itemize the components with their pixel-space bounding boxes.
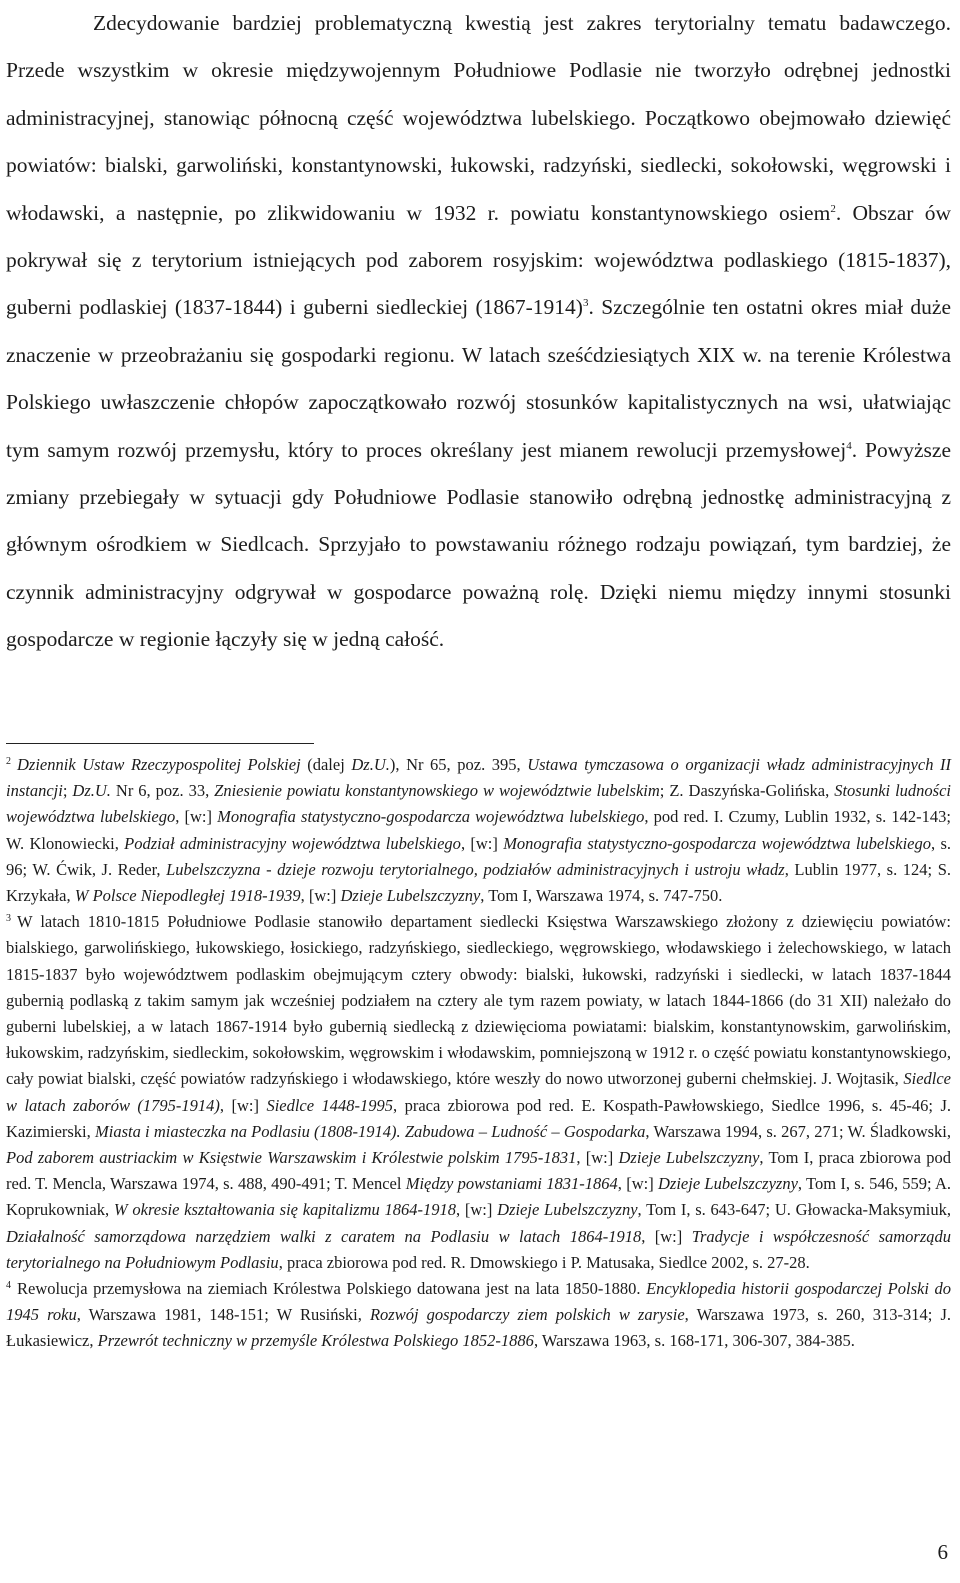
- footnote-title: Stosunki ludności województwa lubelskiego: [6, 781, 951, 827]
- footnote-title: Lubelszczyzna - dzieje rozwoju terytorialnego, podziałów administracyjnych i ustroju władz: [166, 859, 785, 879]
- footnote-text: (dalej: [300, 755, 352, 774]
- footnote-title: Dz.U.: [351, 755, 390, 774]
- footnote-text: , Tom I, s. 546, 559; A. Koprukowniak,: [6, 1174, 951, 1220]
- footnote-title: Monografia statystyczno-gospodarcza województwa lubelskiego: [503, 833, 931, 853]
- footnote-text: , Warszawa 1994, s. 267, 271; W. Śladkowski,: [645, 1121, 952, 1141]
- footnote-number: 3: [6, 912, 11, 924]
- body-text: . Powyższe zmiany przebiegały w sytuacji gdy Południowe Podlasie stanowiło odrębną jednostkę administracyjną z głównym ośrodkiem w Siedlcach. Sprzyjało to powstawaniu różnego rodzaju powiązań, tym bardziej, że czynnik administracyjny odgrywał w gospodarce poważną rolę. Dzięki niemu między innymi stosunki gospodarcze w regionie łączyły się w jedną całość.: [6, 437, 951, 652]
- footnote-title: W Polsce Niepodległej 1918-1939: [74, 886, 301, 906]
- footnote-text: , Warszawa 1973, s. 260, 313-314; J. Łukasiewicz,: [6, 1305, 951, 1351]
- footnote-title: Siedlce 1448-1995: [266, 1095, 394, 1115]
- footnote-text: , Warszawa 1981, 148-151; W Rusiński,: [76, 1305, 370, 1325]
- footnote-text: , s. 96; W. Ćwik, J. Reder,: [6, 833, 951, 879]
- footnote-text: , [w:]: [300, 886, 341, 906]
- footnote-title: Siedlce w latach zaborów (1795-1914): [6, 1069, 951, 1115]
- footnote-ref: 3: [582, 297, 589, 310]
- footnote: [6, 909, 951, 1276]
- body-text: . Obszar ów pokrywał się z terytorium istniejących pod zaborem rosyjskim: województwa podlaskiego (1815-1837), guberni podlaskiej (1837-1844) i guberni siedleckiej (1867-1914): [6, 200, 951, 320]
- footnote-title: Dziennik Ustaw Rzeczypospolitej Polskiej: [17, 755, 301, 774]
- footnote-title: W okresie kształtowania się kapitalizmu 1864-1918: [113, 1200, 456, 1220]
- body-paragraph: [6, 0, 951, 664]
- footnote-text: , Tom I, praca zbiorowa pod red. T. Mencla, Warszawa 1974, s. 488, 490-491; T. Mencel: [6, 1148, 951, 1194]
- footnote-text: , [w:]: [617, 1174, 658, 1194]
- footnote-title: Tradycje i współczesność samorządu terytorialnego na Południowym Podlasiu: [6, 1226, 952, 1272]
- footnote-title: Zniesienie powiatu konstantynowskiego w województwie lubelskim: [214, 781, 660, 801]
- body-text: Zdecydowanie bardziej problematyczną kwestią jest zakres terytorialny tematu badawczego. Przede wszystkim w okresie międzywojennym Południowe Podlasie nie tworzyło odrębnej jednostki administracyjnej, stanowiąc północną część województwa lubelskiego. Początkowo obejmowało dziewięć powiatów: bialski, garwoliński, konstantynowski, łukowski, radzyński, siedlecki, sokołowski, węgrowski i włodawski, a następnie, po zlikwidowaniu w 1932 r. powiatu konstantynowskiego osiem: [6, 11, 951, 225]
- footnote-title: Dzieje Lubelszczyzny: [497, 1200, 638, 1220]
- footnote-title: Dzieje Lubelszczyzny: [340, 886, 481, 906]
- footnote: [6, 752, 951, 909]
- footnote-title: Ustawa tymczasowa o organizacji władz administracyjnych II instancji: [6, 755, 952, 801]
- footnote-text: ), Nr 65, poz. 395,: [389, 755, 528, 774]
- footnote-text: , praca zbiorowa pod red. R. Dmowskiego i P. Matusaka, Siedlce 2002, s. 27-28.: [278, 1252, 810, 1272]
- footnote-title: Dzieje Lubelszczyzny: [618, 1148, 760, 1168]
- footnote-title: Przewrót techniczny w przemyśle Królestwa Polskiego 1852-1886: [97, 1331, 534, 1351]
- footnote-text: , [w:]: [175, 807, 218, 827]
- footnote-text: W latach 1810-1815 Południowe Podlasie stanowiło departament siedlecki Księstwa Warszawskiego złożony z dziewięciu powiatów: bialskiego, garwolińskiego, łukowskiego, łosickiego, radzyńskiego, siedleckiego, węgrowskiego, włodawskiego i żelechowskiego, w latach 1815-1837 było województwem podlaskim obejmującym cztery obwody: bialski, łukowski, radzyński i siedlecki, w latach 1837-1844 gubernią podlaską z takim samym jak wcześniej podziałem na cztery ale tym razem powiaty, w latach 1844-1866 (do 31 XII) należało do guberni lubelskiej, a w latach 1867-1914 było gubernią siedlecką z dziewięcioma powiatami: bialskim, konstantynowskim, garwolińskim, łukowskim, radzyńskim, siedleckim, sokołowskim, węgrowskim i włodawskim, pomniejszoną w 1912 r. o część powiatu konstantynowskiego, cały powiat bialski, część powiatów radzyńskiego i włodawskiego, które weszły do nowo utworzonej guberni chełmskiej. J. Wojtasik,: [6, 912, 951, 1089]
- footnote-text: , [w:]: [576, 1148, 619, 1168]
- footnote-text: , Lublin 1977, s. 124; S. Krzykała,: [6, 859, 951, 906]
- footnote-title: Dz.U.: [72, 781, 111, 801]
- footnote-title: Pod zaborem austriackim w Księstwie Warszawskim i Królestwie polskim 1795-1831: [6, 1148, 577, 1168]
- footnote-text: , [w:]: [456, 1200, 498, 1220]
- footnote-title: Między powstaniami 1831-1864: [405, 1174, 618, 1194]
- footnote-ref: 2: [830, 202, 836, 215]
- page-number: 6: [937, 1540, 948, 1564]
- footnote-text: , [w:]: [460, 833, 504, 853]
- footnote-text: Rewolucja przemysłowa na ziemiach Królestwa Polskiego datowana jest na lata 1850-1880.: [17, 1279, 647, 1299]
- footnote-ref: 4: [846, 439, 852, 452]
- footnote-text: , [w:]: [219, 1095, 267, 1115]
- footnote-text: , praca zbiorowa pod red. E. Kospath-Pawłowskiego, Siedlce 1996, s. 45-46; J. Kazimierski,: [6, 1095, 951, 1141]
- footnotes: [6, 752, 951, 1355]
- footnote-text: , Tom I, s. 643-647; U. Głowacka-Maksymiuk,: [637, 1200, 952, 1220]
- footnote-title: Dzieje Lubelszczyzny: [657, 1174, 798, 1194]
- footnote-text: , Warszawa 1963, s. 168-171, 306-307, 384-385.: [533, 1331, 855, 1351]
- footnote-title: Podział administracyjny województwa lubelskiego: [124, 833, 461, 853]
- footnote-title: Działalność samorządowa narzędziem walki z caratem na Podlasiu w latach 1864-1918: [6, 1226, 642, 1246]
- footnote: [6, 1276, 951, 1355]
- footnote-number: 4: [6, 1279, 11, 1291]
- footnote-title: Rozwój gospodarczy ziem polskich w zarysie: [369, 1305, 685, 1325]
- footnote-title: Miasta i miasteczka na Podlasiu (1808-1914). Zabudowa – Ludność – Gospodarka: [94, 1121, 646, 1141]
- footnote-text: ; Z. Daszyńska-Golińska,: [659, 781, 835, 801]
- footnote-separator: [6, 743, 314, 744]
- footnote-title: Monografia statystyczno-gospodarcza województwa lubelskiego: [217, 807, 645, 827]
- footnote-text: , Tom I, Warszawa 1974, s. 747-750.: [480, 886, 723, 906]
- footnote-text: , pod red. I. Czumy, Lublin 1932, s. 142-143; W. Klonowiecki,: [6, 807, 951, 853]
- footnote-text: , [w:]: [641, 1226, 692, 1246]
- footnote-text: Nr 6, poz. 33,: [110, 781, 215, 801]
- footnote-number: 2: [6, 755, 11, 767]
- footnote-title: Encyklopedia historii gospodarczej Polski do 1945 roku: [6, 1279, 951, 1325]
- body-text: . Szczególnie ten ostatni okres miał duże znaczenie w przeobrażaniu się gospodarki regionu. W latach sześćdziesiątych XIX w. na terenie Królestwa Polskiego uwłaszczenie chłopów zapoczątkowało rozwój stosunków kapitalistycznych na wsi, ułatwiając tym samym rozwój przemysłu, który to proces określany jest mianem rewolucji przemysłowej: [6, 295, 951, 462]
- footnote-text: ;: [62, 781, 73, 801]
